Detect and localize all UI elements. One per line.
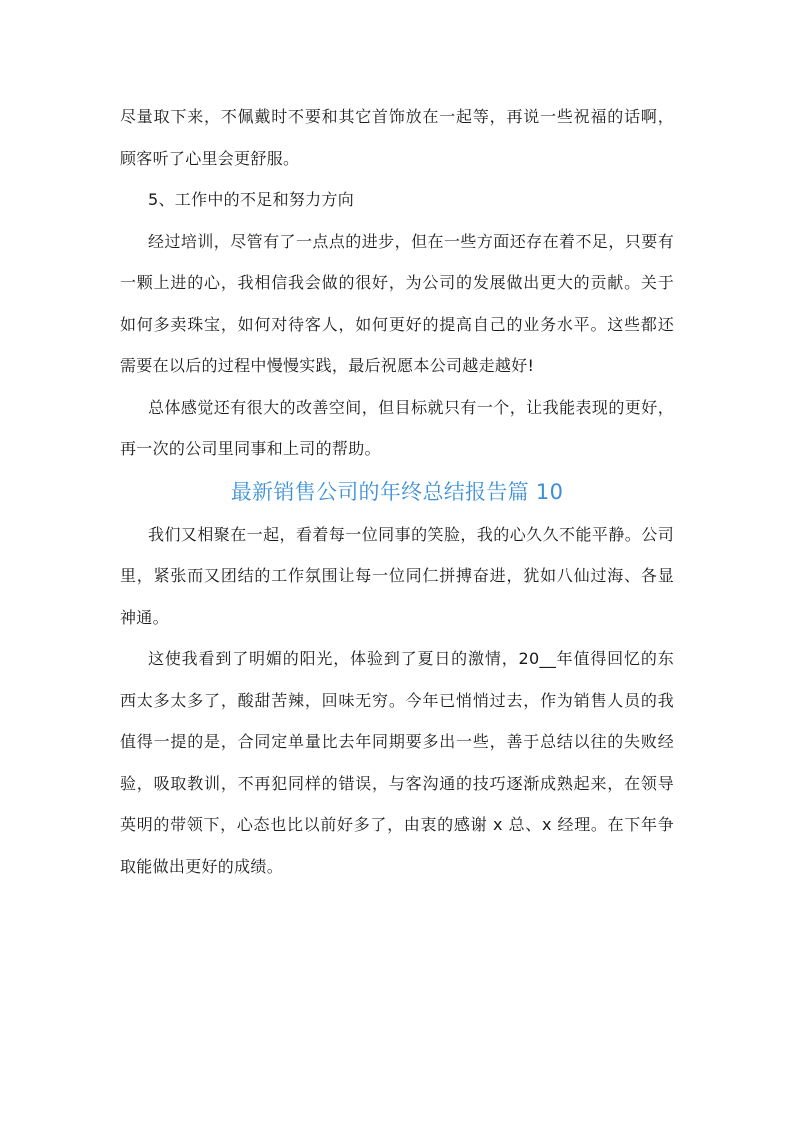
subheading-shortcomings: 5、工作中的不足和努力方向 <box>148 190 355 209</box>
section-title: 最新销售公司的年终总结报告篇 10 <box>230 479 564 504</box>
paragraph-overall: 总体感觉还有很大的改善空间，但目标就只有一个，让我能表现的更好，再一次的公司里同事和上司的帮助。 <box>120 397 674 458</box>
paragraph-reunion: 我们又相聚在一起，看着每一位同事的笑脸，我的心久久不能平静。公司里，紧张而又团结的工作氛围让每一位同仁拼搏奋进，犹如八仙过海、各显神通。 <box>120 524 674 627</box>
paragraph-sunshine: 这使我看到了明媚的阳光，体验到了夏日的激情，20__年值得回忆的东西太多太多了，酸甜苦辣，回味无穷。今年已悄悄过去，作为销售人员的我值得一提的是，合同定单量比去年同期要多出一些，善于总结以往的失败经验，吸取教训，不再犯同样的错误，与客沟通的技巧逐渐成熟起来，在领导英明的带领下，心态也比以前好多了，由衷的感谢 x 总、x 经理。在下年争取能做出更好的成绩。 <box>120 649 674 876</box>
paragraph-training: 经过培训，尽管有了一点点的进步，但在一些方面还存在着不足，只要有一颗上进的心，我相信我会做的很好，为公司的发展做出更大的贡献。关于如何多卖珠宝，如何对待客人，如何更好的提高自己的业务水平。这些都还需要在以后的过程中慢慢实践，最后祝愿本公司越走越好! <box>120 231 674 375</box>
paragraph-gift-advice: 尽量取下来，不佩戴时不要和其它首饰放在一起等，再说一些祝福的话啊，顾客听了心里会更舒服。 <box>120 107 674 168</box>
document-body <box>120 96 674 887</box>
